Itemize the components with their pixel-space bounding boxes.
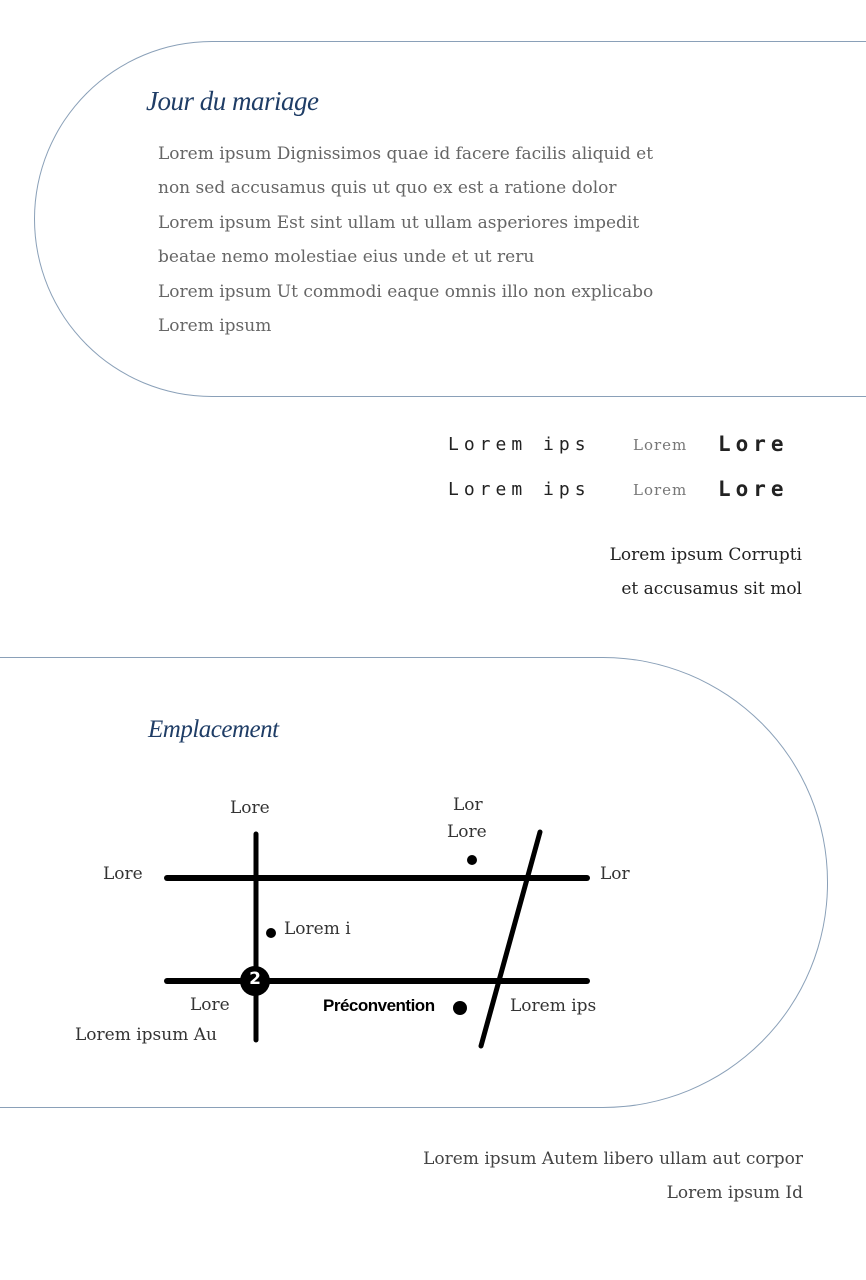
map-label: Lorem i [284,919,351,939]
map-label: Lore [447,822,487,842]
ceremony-line: beatae nemo molestiae eius unde et ut reru [158,247,535,268]
location-title: Emplacement [148,716,279,743]
schedule-event: Lorem ips [448,479,591,500]
map-point-middle [266,928,276,938]
footer-line: Lorem ipsum Autem libero ullam aut corpor [423,1149,803,1169]
schedule-event: Lorem ips [448,434,591,455]
ceremony-line: Lorem ipsum Ut commodi eaque omnis illo non explicabo [158,281,654,302]
map-label: Lore [103,864,143,884]
map-venue-label: Préconvention [323,996,435,1015]
map-marker-number: 2 [249,969,261,989]
map-label: Lore [230,798,270,818]
note-line: Lorem ipsum Corrupti [609,545,802,565]
map-point-venue [453,1001,467,1015]
map-label: Lorem ips [510,996,597,1016]
ceremony-line: Lorem ipsum Dignissimos quae id facere facilis aliquid et [158,144,654,164]
ceremony-line: non sed accusamus quis ut quo ex est a ratione dolor [158,178,617,199]
ceremony-title: Jour du mariage [146,86,319,116]
map-point-top [467,855,477,865]
ceremony-line: Lorem ipsum [158,316,272,337]
note-line: et accusamus sit mol [621,579,802,600]
schedule-time: Lore [718,477,789,501]
map-label: Lorem ipsum Au [75,1025,217,1045]
schedule-time: Lore [718,432,789,456]
map-label: Lor [600,864,630,884]
ceremony-line: Lorem ipsum Est sint ullam ut ullam asperiores impedit [158,212,640,233]
map-label: Lor [453,795,483,815]
footer-block [303,1142,803,1210]
map-label: Lore [190,995,230,1015]
schedule-label: Lorem [633,481,688,499]
schedule-label: Lorem [633,436,688,454]
footer-line: Lorem ipsum Id [666,1183,803,1203]
